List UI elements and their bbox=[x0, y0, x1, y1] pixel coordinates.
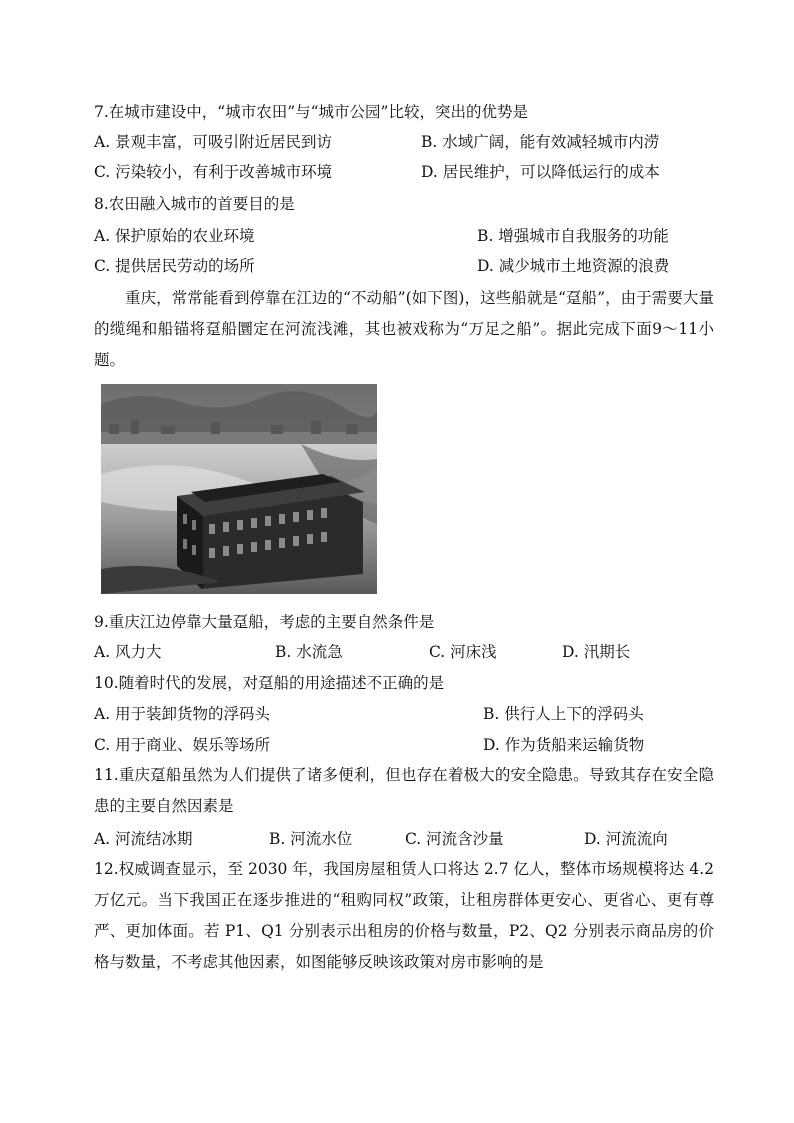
q11-option-d: D. 河流流向 bbox=[584, 830, 668, 848]
q11-option-a: A. 河流结冰期 bbox=[94, 830, 193, 848]
q10-option-c: C. 用于商业、娱乐等场所 bbox=[94, 736, 271, 754]
q11-option-c: C. 河流含沙量 bbox=[405, 830, 504, 848]
q10-option-b: B. 供行人上下的浮码头 bbox=[483, 705, 644, 723]
q9-option-b: B. 水流急 bbox=[275, 643, 343, 661]
q9-stem: 9.重庆江边停靠大量趸船，考虑的主要自然条件是 bbox=[94, 613, 435, 631]
q8-option-c: C. 提供居民劳动的场所 bbox=[94, 257, 255, 275]
q8-option-a: A. 保护原始的农业环境 bbox=[94, 227, 255, 245]
q12-stem: 12.权威调查显示，至 2030 年，我国房屋租赁人口将达 2.7 亿人，整体市场规模将达 4.2 万亿元。当下我国正在逐步推进的“租购同权”政策，让租房群体更安心、更省心、更有尊严、更加体面。若 P1、Q1 分别表示出租房的价格与数量，P2、Q2 分别表示商品房的价格与数量，不考虑其他因素，如图能够反映该政策对房市影响的是 bbox=[94, 860, 714, 971]
q7-option-a: A. 景观丰富，可吸引附近居民到访 bbox=[94, 133, 333, 151]
passage-text: 重庆，常常能看到停靠在江边的“不动船”(如下图)，这些船就是“趸船”，由于需要大量的缆绳和船锚将趸船圜定在河流浅滩，其也被戏称为“万足之船”。据此完成下面9～11小题。 bbox=[94, 289, 714, 369]
q7-option-c: C. 污染较小，有利于改善城市环境 bbox=[94, 163, 333, 181]
q9-option-a: A. 风力大 bbox=[94, 643, 162, 661]
pontoon-boat-illustration bbox=[101, 384, 377, 594]
pontoon-boat-photo bbox=[101, 384, 377, 594]
q10-stem: 10.随着时代的发展，对趸船的用途描述不正确的是 bbox=[94, 674, 445, 692]
q11-stem: 11.重庆趸船虽然为人们提供了诸多便利，但也存在着极大的安全隐患。导致其存在安全隐患的主要自然因素是 bbox=[94, 766, 714, 815]
q7-option-d: D. 居民维护，可以降低运行的成本 bbox=[421, 163, 660, 181]
q8-stem: 8.农田融入城市的首要目的是 bbox=[94, 195, 295, 213]
q9-option-c: C. 河床浅 bbox=[429, 643, 497, 661]
q11-option-b: B. 河流水位 bbox=[269, 830, 353, 848]
q8-option-b: B. 增强城市自我服务的功能 bbox=[477, 227, 669, 245]
q10-option-a: A. 用于装卸货物的浮码头 bbox=[94, 705, 271, 723]
q9-option-d: D. 汛期长 bbox=[562, 643, 631, 661]
q10-option-d: D. 作为货船来运输货物 bbox=[483, 736, 645, 754]
q8-option-d: D. 减少城市土地资源的浪费 bbox=[477, 257, 670, 275]
q7-option-b: B. 水域广阔，能有效减轻城市内涝 bbox=[421, 133, 660, 151]
q7-stem: 7.在城市建设中，“城市农田”与“城市公园”比较，突出的优势是 bbox=[94, 103, 528, 121]
